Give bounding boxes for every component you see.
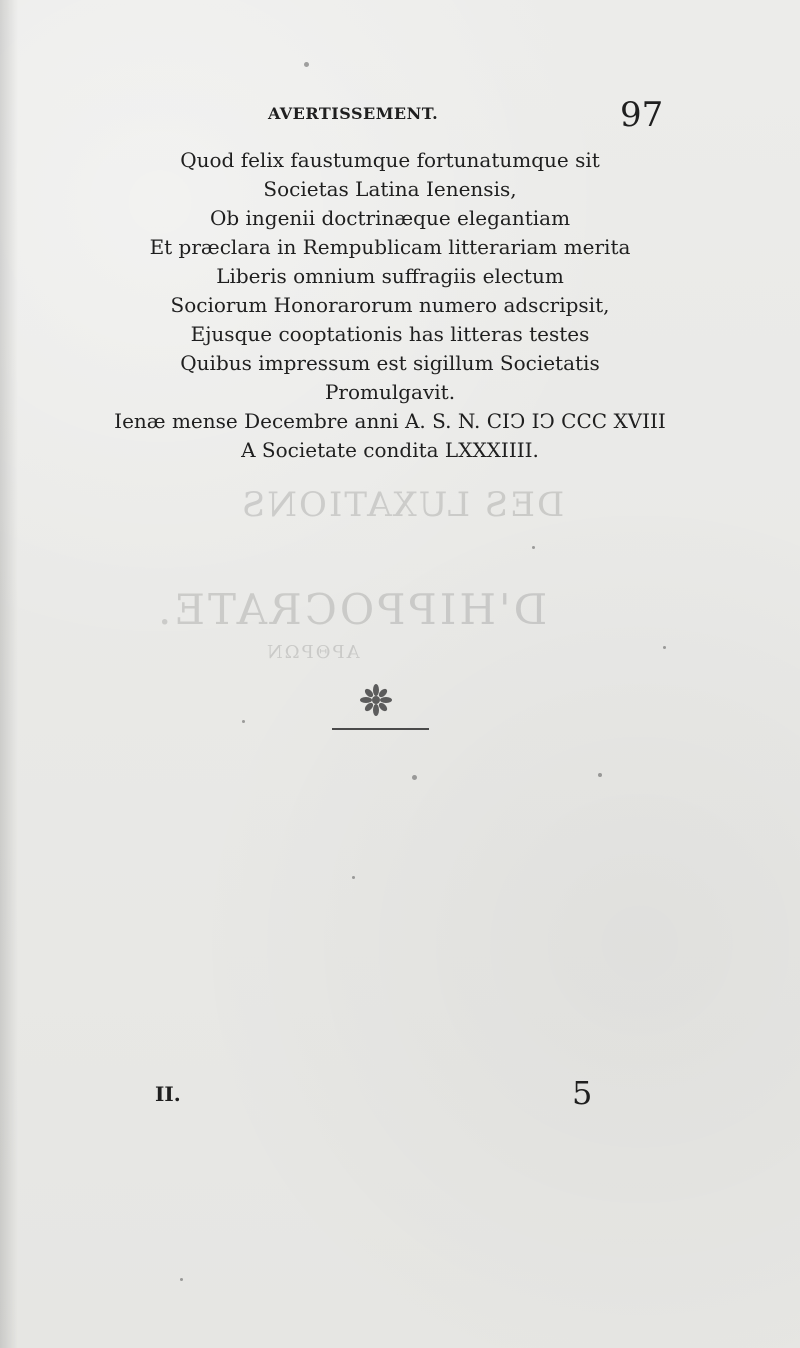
text-line: Ienæ mense Decembre anni A. S. N. CIↃ IↃ CCC XVIII <box>114 409 666 433</box>
paper-speck <box>304 62 309 67</box>
ornament-rule <box>332 728 429 730</box>
text-line: Ob ingenii doctrinæque elegantiam <box>209 206 571 230</box>
text-line: A Societate condita LXXXIIII. <box>241 438 539 462</box>
text-line: Sociorum Honorarorum numero adscripsit, <box>170 293 610 317</box>
latin-text-block <box>80 146 700 465</box>
signature-number: 5 <box>572 1074 593 1112</box>
show-through-text-1: DES LUXATIONS <box>240 485 565 525</box>
paper-speck <box>598 773 602 777</box>
text-line: Liberis omnium suffragiis electum <box>216 264 564 288</box>
binding-shadow <box>0 0 18 1348</box>
paper-speck <box>352 876 355 879</box>
show-through-text-3: ΑΡΘΡΩΝ <box>265 642 360 663</box>
floral-ornament-icon <box>357 683 395 717</box>
show-through-text-2: D'HIPPOCRATE. <box>155 585 548 634</box>
text-line: Et præclara in Rempublicam litterariam merita <box>149 235 631 259</box>
paper-speck <box>532 546 535 549</box>
text-line: Promulgavit. <box>324 380 456 404</box>
text-line: Quod felix faustumque fortunatumque sit <box>180 148 600 172</box>
text-line: Quibus impressum est sigillum Societatis <box>180 351 600 375</box>
paper-speck <box>180 1278 183 1281</box>
signature-mark: II. <box>155 1082 181 1106</box>
paper-speck <box>242 720 245 723</box>
text-line: Ejusque cooptationis has litteras testes <box>190 322 590 346</box>
page-header: AVERTISSEMENT. <box>268 104 439 123</box>
paper-speck <box>663 646 666 649</box>
paper-speck <box>412 775 417 780</box>
page-number: 97 <box>620 95 664 135</box>
text-line: Societas Latina Ienensis, <box>263 177 517 201</box>
